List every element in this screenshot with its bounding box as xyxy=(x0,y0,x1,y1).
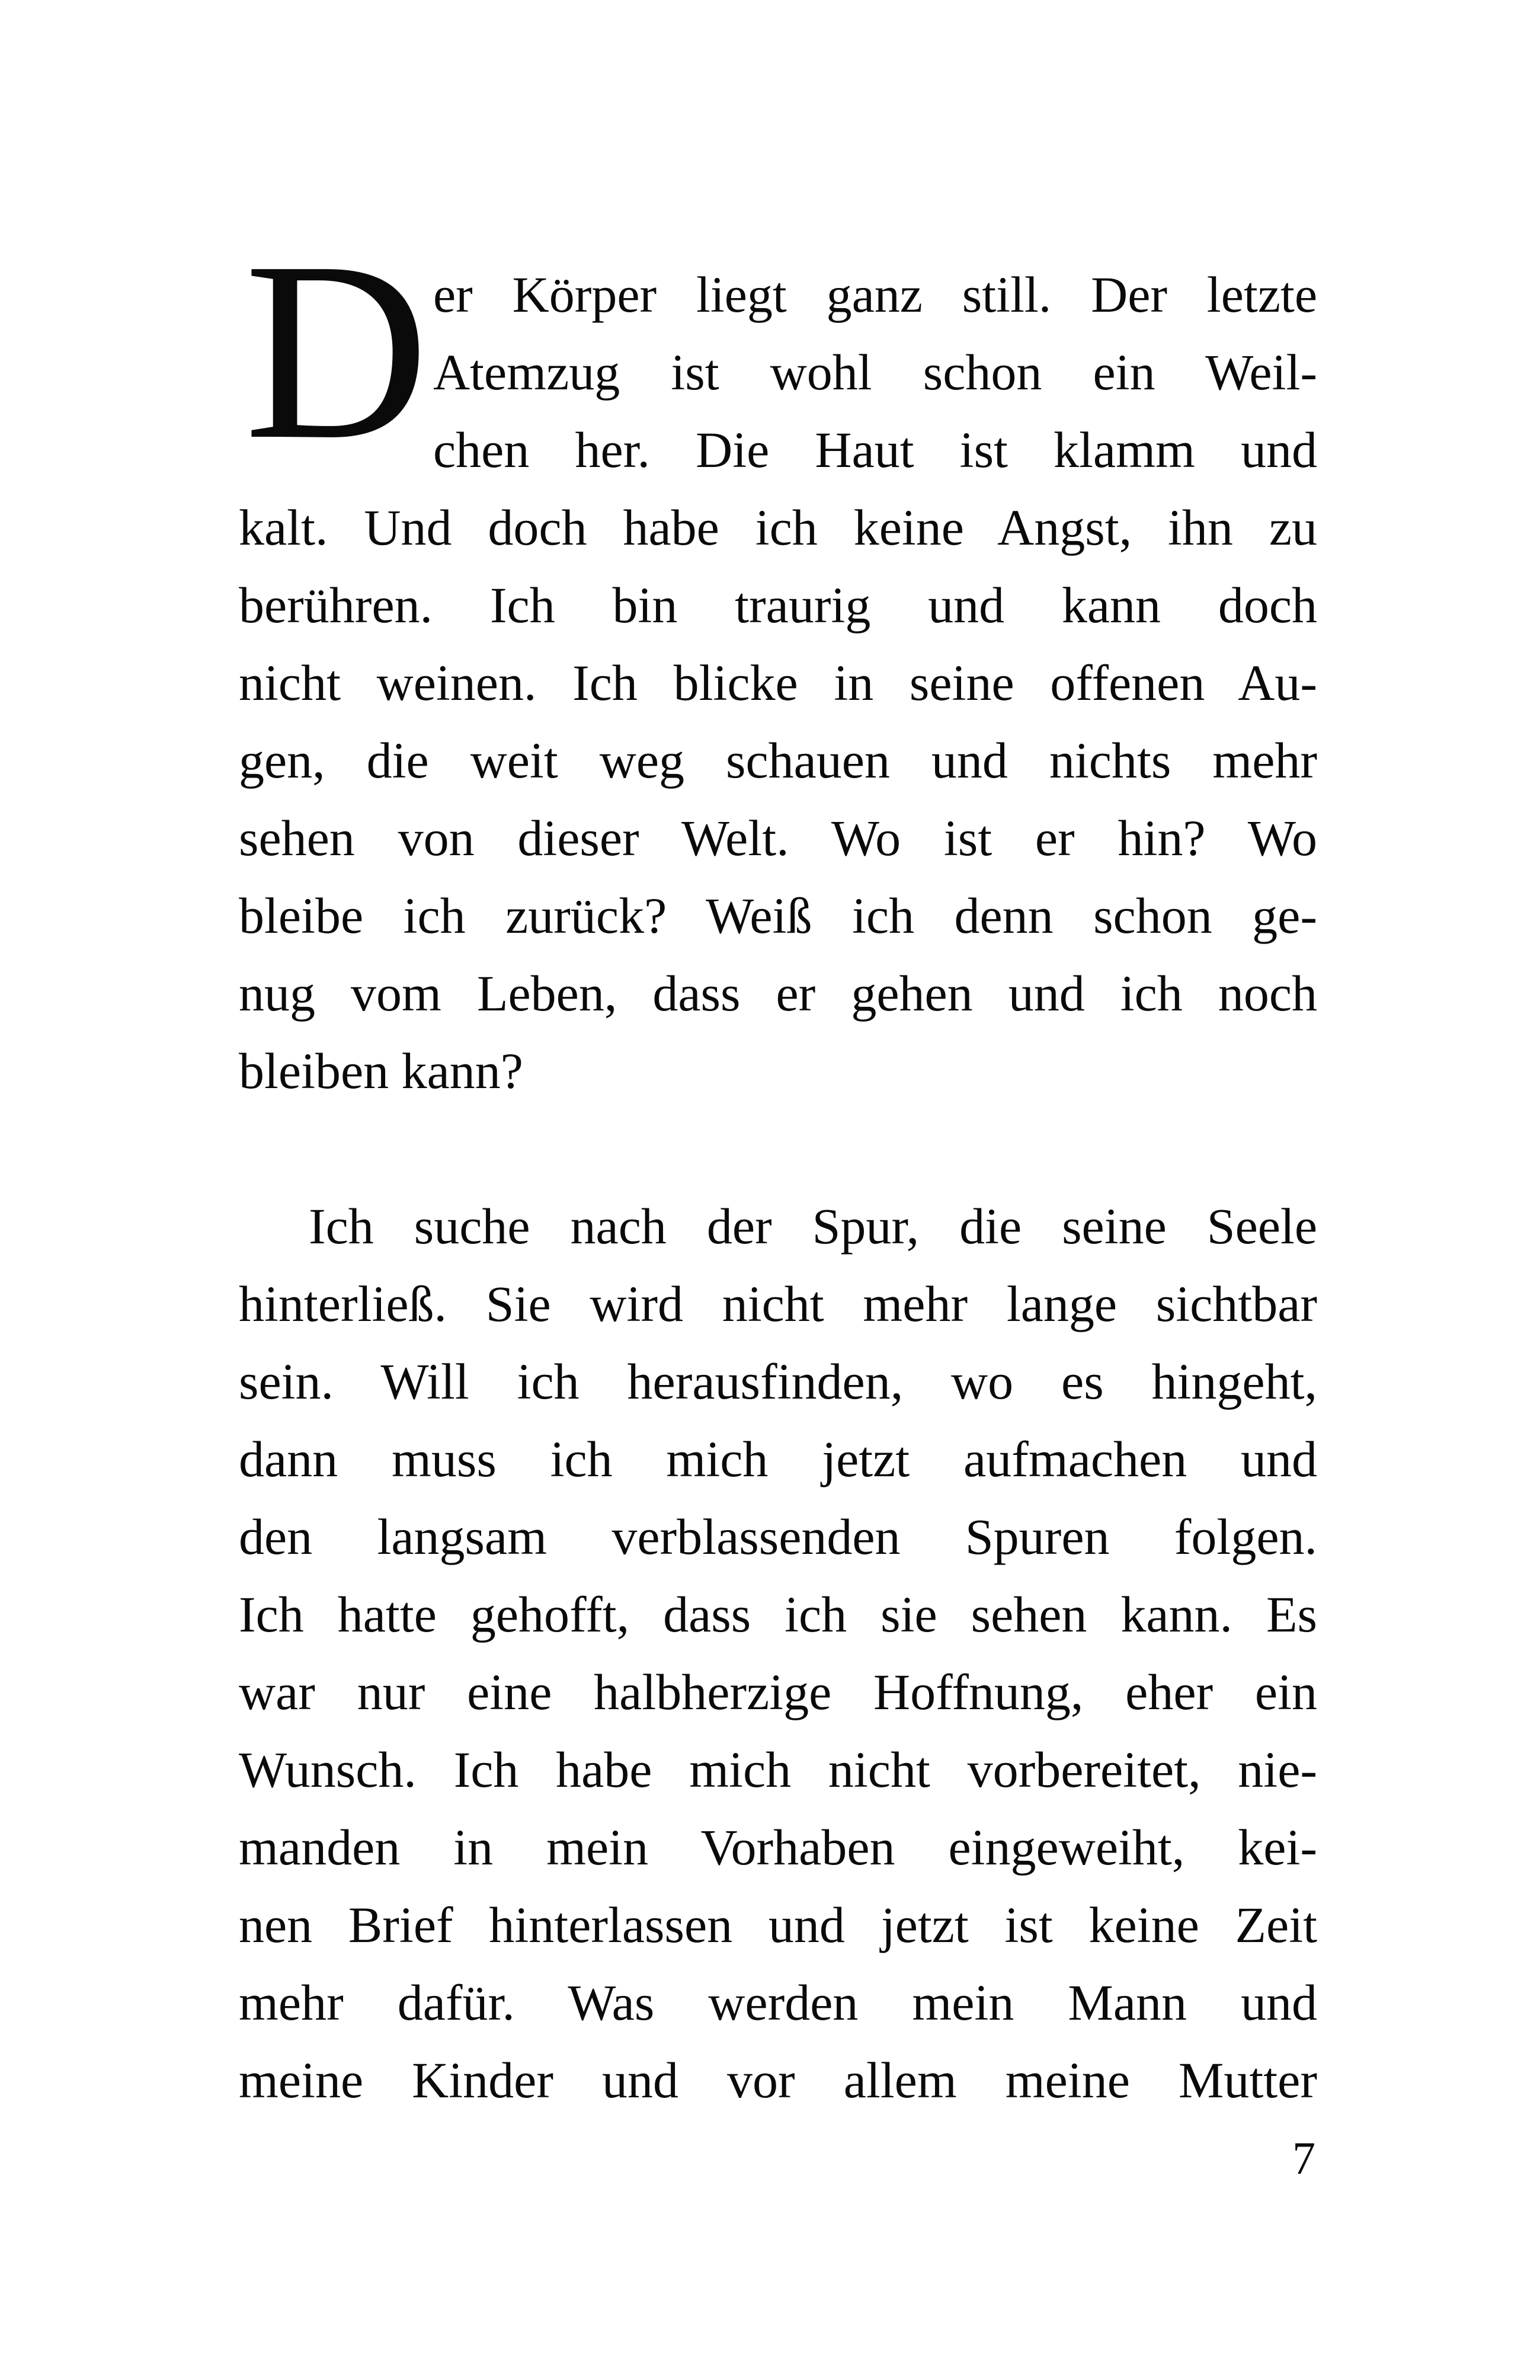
drop-cap: D xyxy=(244,209,429,492)
text-line: nicht weinen. Ich blicke in seine offenen Au- xyxy=(239,654,1317,711)
text-line: nen Brief hinterlassen und jetzt ist keine Zeit xyxy=(239,1896,1317,1953)
text-line: nug vom Leben, dass er gehen und ich noch xyxy=(239,965,1317,1022)
text-line: Ich suche nach der Spur, die seine Seele xyxy=(309,1198,1317,1255)
text-line: berühren. Ich bin traurig und kann doch xyxy=(239,577,1317,634)
text-line: manden in mein Vorhaben eingeweiht, kei- xyxy=(239,1819,1317,1876)
text-line: Atemzug ist wohl schon ein Weil- xyxy=(433,344,1317,401)
text-line: dann muss ich mich jetzt aufmachen und xyxy=(239,1431,1317,1488)
text-line: kalt. Und doch habe ich keine Angst, ihn zu xyxy=(239,499,1317,556)
text-line: sein. Will ich herausfinden, wo es hingeht, xyxy=(239,1353,1317,1410)
body-text xyxy=(239,256,1317,2119)
text-line: mehr dafür. Was werden mein Mann und xyxy=(239,1974,1317,2031)
page-number: 7 xyxy=(1292,2132,1315,2184)
paragraph-1 xyxy=(239,256,1317,1110)
paragraph-spacer xyxy=(239,1110,1317,1188)
text-line: bleibe ich zurück? Weiß ich denn schon ge- xyxy=(239,887,1317,944)
text-line: Wunsch. Ich habe mich nicht vorbereitet, nie- xyxy=(239,1741,1317,1798)
text-line: war nur eine halbherzige Hoffnung, eher ein xyxy=(239,1664,1317,1720)
text-line: sehen von dieser Welt. Wo ist er hin? Wo xyxy=(239,810,1317,866)
text-line: bleiben kann? xyxy=(239,1042,523,1099)
text-line: Ich hatte gehofft, dass ich sie sehen kann. Es xyxy=(239,1586,1317,1643)
paragraph-2 xyxy=(239,1188,1317,2119)
text-line: hinterließ. Sie wird nicht mehr lange sichtbar xyxy=(239,1275,1317,1332)
text-line: gen, die weit weg schauen und nichts mehr xyxy=(239,732,1317,789)
text-line: chen her. Die Haut ist klamm und xyxy=(433,421,1317,478)
text-line: meine Kinder und vor allem meine Mutter xyxy=(239,2052,1317,2109)
text-line: er Körper liegt ganz still. Der letzte xyxy=(433,266,1317,323)
text-line: den langsam verblassenden Spuren folgen. xyxy=(239,1508,1317,1565)
